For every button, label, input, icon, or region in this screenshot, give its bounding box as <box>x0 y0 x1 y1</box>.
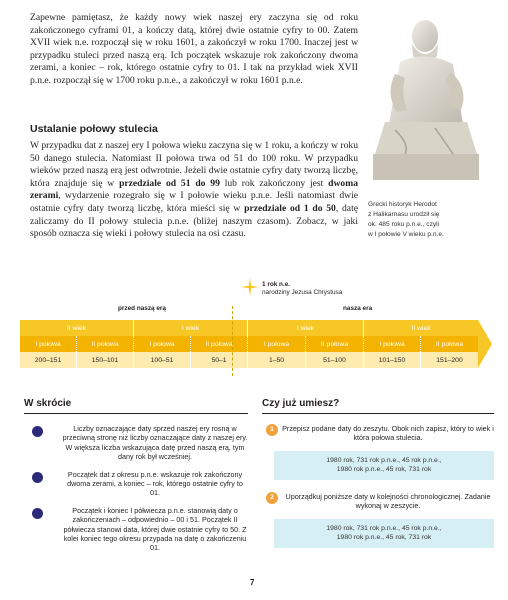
summary-heading: W skrócie <box>24 398 248 414</box>
century-cell: I wiek <box>248 320 364 336</box>
summary-panel <box>24 398 248 561</box>
dates-line: 1980 rok p.n.e., 45 rok, 731 rok <box>336 534 432 542</box>
dates-line: 1980 rok, 731 rok p.n.e., 45 rok p.n.e., <box>326 524 442 532</box>
half-cell: I połowa <box>248 336 306 352</box>
years-cell: 101–150 <box>364 352 421 368</box>
half-cell: I połowa <box>20 336 77 352</box>
marker-subtitle: narodziny Jezusa Chrystusa <box>262 289 343 296</box>
exercise-item <box>262 424 494 443</box>
exercise-number-badge: 2 <box>266 492 278 504</box>
summary-item-text: Liczby oznaczające daty sprzed naszej ery rosną w przeciwną stronę niż liczby oznaczające daty z naszej ery. W większa liczba wskazująca datę przed naszą erą, tym dany rok był wcześniej. <box>62 424 248 462</box>
page-number: 7 <box>250 578 255 587</box>
section-text-2: lub rok zakończony jest <box>219 177 329 189</box>
exercise-dates-box <box>274 519 494 548</box>
half-cell: II połowa <box>306 336 364 352</box>
caption-line: Grecki historyk Herodot <box>368 201 437 208</box>
years-cell: 200–151 <box>20 352 77 368</box>
half-cell: II połowa <box>435 340 464 348</box>
section-text-1: W przypadku dat z naszej ery I połowa wieku zaczyna się w 1 roku, a kończy w roku 50 danego stulecia. Natomiast II połowa trwa od 51 do 100 roku. W przypadku wieków przed naszą erą jest odwrotnie. Jeżeli dwie ostatnie cyfry daty tworzą liczbę, która znajduje się w <box>30 140 358 189</box>
exercise-item <box>262 492 494 511</box>
years-cell: 100–51 <box>134 352 191 368</box>
section-text-4: , datę zaliczamy do II połowy stulecia p.n.e. (bliżej naszym czasom). Zobacz, w jaki sposób oznacza się wieki i połowy stulecia na osi czasu. <box>30 202 358 240</box>
bullet-dot-icon <box>32 472 43 483</box>
years-cell: 150–101 <box>77 352 134 368</box>
exercises-heading: Czy już umiesz? <box>262 398 494 414</box>
half-cell: II połowa <box>191 336 248 352</box>
timeline-arrow-icon <box>478 320 492 368</box>
summary-item-text: Początek i koniec I półwiecza p.n.e. stanowią daty o zakończeniach – odpowiednio – 00 i 51. Początek II półwiecza stanowi data, której dwie ostatnie cyfry to 50. Z kolei koniec tego okresu przypada na datę o zakończeniu 01. <box>63 505 247 553</box>
dates-line: 1980 rok, 731 rok p.n.e., 45 rok p.n.e., <box>326 456 442 464</box>
caption-line: z Halikarnasu urodził się <box>368 211 440 218</box>
statue-caption <box>368 200 493 240</box>
years-cell: 51–100 <box>306 352 364 368</box>
section-bold-3: przedziale od 1 do 50 <box>244 202 336 214</box>
years-cell: 151–200 <box>436 356 463 364</box>
exercises-panel <box>262 398 494 560</box>
century-cell: II wiek <box>20 320 134 336</box>
marker-title: 1 rok n.e. <box>262 281 291 288</box>
timeline-century-row <box>20 320 478 336</box>
half-cell: I połowa <box>364 336 421 352</box>
exercise-text: Uporządkuj poniższe daty w kolejności chronologicznej. Zadanie wykonaj w zeszycie. <box>285 492 491 511</box>
years-cell: 1–50 <box>248 352 306 368</box>
caption-line: w I połowie V wieku p.n.e. <box>368 231 444 238</box>
half-cell: I połowa <box>134 336 191 352</box>
timeline-marker-label <box>262 281 342 297</box>
summary-item <box>24 506 248 553</box>
herodotus-statue-image <box>365 14 485 182</box>
half-cell: II połowa <box>77 336 134 352</box>
era-bc-label: przed naszą erą <box>118 305 166 312</box>
intro-paragraph: Zapewne pamiętasz, że każdy nowy wiek naszej ery zaczyna się od roku zakończonego cyframi 01, a kończy datą, której dwie ostatnie cyfry to 00. Zatem XVII wiek n.e. rozpoczął się w roku 1601, a zakończył w roku 1700. Inaczej jest w przypadku stuleci przed naszą erą. Ich początek wskazuje rok zakończony dwoma zerami, a koniec – rok, którego ostatnie cyfry to 01. I tak na przykład wiek XVII p.n.e. rozpoczął się w 1700 roku p.n.e., a zakończył w roku 1601 p.n.e. <box>30 12 358 86</box>
star-marker-icon <box>241 278 259 296</box>
timeline-half-row <box>20 336 478 352</box>
section-heading: Ustalanie połowy stulecia <box>30 123 158 135</box>
century-cell: II wiek <box>411 324 431 332</box>
timeline-years-row <box>20 352 478 368</box>
bullet-dot-icon <box>32 426 43 437</box>
section-bold-2: dwoma zerami <box>30 177 358 202</box>
section-bold-1: przedziale od 51 do 99 <box>119 177 220 189</box>
years-cell: 50–1 <box>191 352 248 368</box>
section-text-3: , wydarzenie rozegrało się w I połowie wieku p.n.e. Jeśli natomiast dwie ostatnie cyfry daty tworzą liczbę, która mieści się w <box>30 190 358 214</box>
timeline-zero-line <box>232 306 233 376</box>
summary-item <box>24 424 248 462</box>
timeline <box>20 314 492 374</box>
exercise-dates-box <box>274 451 494 480</box>
caption-line: ok. 485 roku p.n.e., czyli <box>368 221 440 228</box>
exercise-number-badge: 1 <box>266 424 278 436</box>
exercise-text: Przepisz podane daty do zeszytu. Obok nich zapisz, który to wiek i która połowa stulecia. <box>282 424 494 443</box>
century-cell: I wiek <box>134 320 248 336</box>
era-ad-label: nasza era <box>343 305 373 312</box>
bullet-dot-icon <box>32 508 43 519</box>
summary-item <box>24 470 248 498</box>
dates-line: 1980 rok p.n.e., 45 rok, 731 rok <box>336 466 432 474</box>
summary-item-text: Początek dat z okresu p.n.e. wskazuje rok zakończony dwoma zerami, a koniec – rok, którego ostatnie cyfry to 01. <box>67 469 243 498</box>
section-paragraph <box>30 140 358 241</box>
